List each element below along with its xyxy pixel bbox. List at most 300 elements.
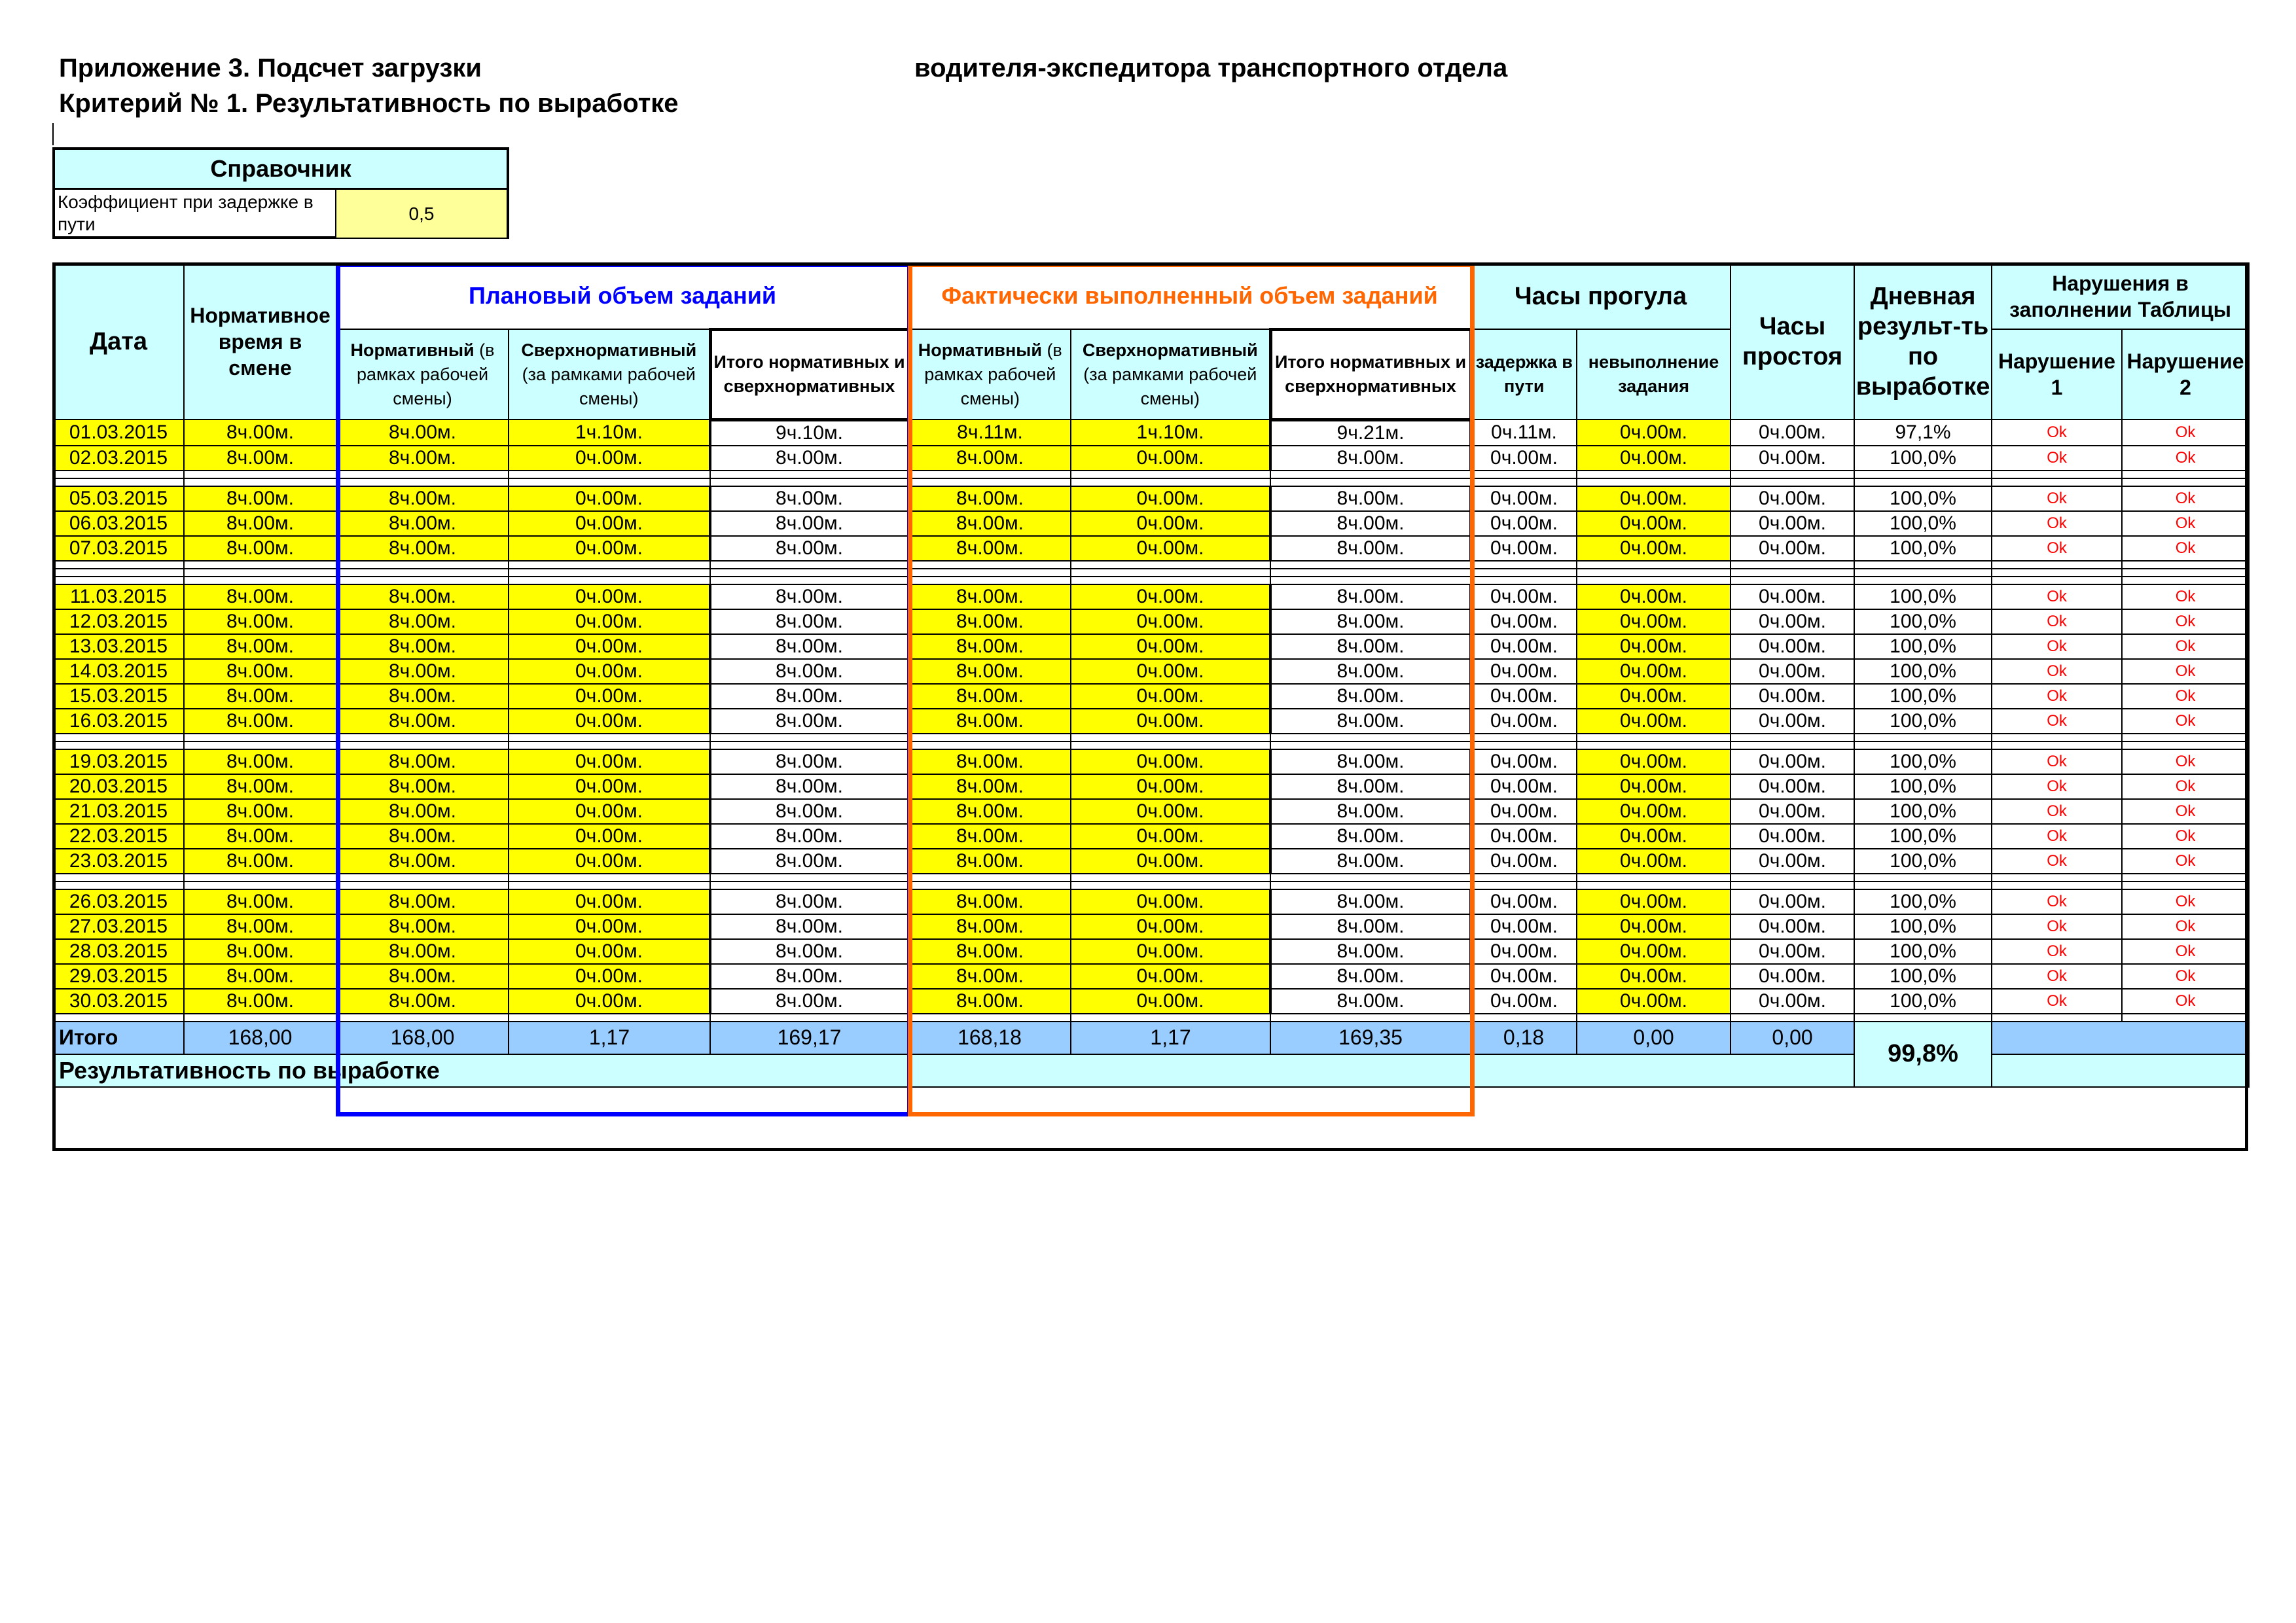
norm-time-cell[interactable]: 8ч.00м. <box>184 774 336 799</box>
empty-cell <box>1071 882 1270 889</box>
plan-over-cell[interactable]: 0ч.00м. <box>509 659 710 684</box>
table-row <box>53 799 2249 824</box>
empty-cell <box>53 1014 184 1022</box>
date-cell[interactable]: 21.03.2015 <box>53 799 184 824</box>
table-row <box>53 749 2249 774</box>
plan-normative-cell[interactable]: 8ч.00м. <box>336 849 509 874</box>
daily-result-cell: 100,0% <box>1854 989 1992 1014</box>
date-cell[interactable]: 06.03.2015 <box>53 511 184 536</box>
norm-time-cell[interactable]: 8ч.00м. <box>184 486 336 511</box>
date-cell[interactable]: 30.03.2015 <box>53 989 184 1014</box>
fact-total-cell: 8ч.00м. <box>1270 684 1471 709</box>
norm-time-cell[interactable]: 8ч.00м. <box>184 419 336 446</box>
plan-total-cell: 8ч.00м. <box>710 799 908 824</box>
plan-normative-cell[interactable]: 8ч.00м. <box>336 964 509 989</box>
fact-normative-cell[interactable]: 8ч.00м. <box>908 989 1071 1014</box>
fact-total-cell: 8ч.00м. <box>1270 989 1471 1014</box>
plan-over-cell[interactable]: 0ч.00м. <box>509 799 710 824</box>
fact-normative-cell[interactable]: 8ч.00м. <box>908 774 1071 799</box>
fact-total-cell: 8ч.00м. <box>1270 634 1471 659</box>
empty-row <box>53 569 2249 577</box>
plan-normative-cell[interactable]: 8ч.00м. <box>336 609 509 634</box>
plan-over-cell[interactable]: 0ч.00м. <box>509 511 710 536</box>
violation-1-cell: Ok <box>1992 659 2122 684</box>
empty-cell <box>1071 874 1270 882</box>
empty-row <box>53 577 2249 584</box>
plan-normative-cell[interactable]: 8ч.00м. <box>336 914 509 939</box>
plan-normative-cell[interactable]: 8ч.00м. <box>336 824 509 849</box>
empty-cell <box>336 561 509 569</box>
date-cell[interactable]: 13.03.2015 <box>53 634 184 659</box>
plan-normative-cell[interactable]: 8ч.00м. <box>336 709 509 734</box>
totals-norm-time: 168,00 <box>184 1022 336 1054</box>
plan-over-cell[interactable]: 0ч.00м. <box>509 914 710 939</box>
empty-cell <box>336 569 509 577</box>
non-fulfil-cell[interactable]: 0ч.00м. <box>1577 849 1731 874</box>
header-delay-text: задержка в пути <box>1475 352 1573 396</box>
violation-1-cell: Ok <box>1992 634 2122 659</box>
plan-over-cell[interactable]: 0ч.00м. <box>509 939 710 964</box>
violation-2-cell: Ok <box>2122 914 2249 939</box>
empty-cell <box>1577 471 1731 478</box>
fact-total-cell: 8ч.00м. <box>1270 709 1471 734</box>
violation-1-cell: Ok <box>1992 849 2122 874</box>
norm-time-cell[interactable]: 8ч.00м. <box>184 989 336 1014</box>
empty-cell <box>2122 734 2249 741</box>
non-fulfil-cell[interactable]: 0ч.00м. <box>1577 824 1731 849</box>
date-cell[interactable]: 01.03.2015 <box>53 419 184 446</box>
date-cell[interactable]: 29.03.2015 <box>53 964 184 989</box>
fact-normative-cell[interactable]: 8ч.00м. <box>908 824 1071 849</box>
plan-normative-cell[interactable]: 8ч.00м. <box>336 939 509 964</box>
empty-cell <box>1731 874 1854 882</box>
fact-normative-cell[interactable]: 8ч.00м. <box>908 799 1071 824</box>
plan-over-cell[interactable]: 0ч.00м. <box>509 486 710 511</box>
date-cell[interactable]: 07.03.2015 <box>53 536 184 561</box>
norm-time-cell[interactable]: 8ч.00м. <box>184 939 336 964</box>
totals-delay: 0,18 <box>1471 1022 1577 1054</box>
fact-normative-cell[interactable]: 8ч.00м. <box>908 511 1071 536</box>
fact-over-cell[interactable]: 0ч.00м. <box>1071 964 1270 989</box>
header-plan-normative <box>336 329 509 419</box>
empty-cell <box>908 577 1071 584</box>
idle-cell: 0ч.00м. <box>1731 684 1854 709</box>
non-fulfil-cell[interactable]: 0ч.00м. <box>1577 536 1731 561</box>
fact-normative-cell[interactable]: 8ч.00м. <box>908 709 1071 734</box>
plan-over-cell[interactable]: 0ч.00м. <box>509 536 710 561</box>
workload-table <box>52 262 2250 1088</box>
violation-1-cell: Ok <box>1992 609 2122 634</box>
norm-time-cell[interactable]: 8ч.00м. <box>184 511 336 536</box>
empty-cell <box>1071 577 1270 584</box>
violation-2-cell: Ok <box>2122 774 2249 799</box>
non-fulfil-cell[interactable]: 0ч.00м. <box>1577 939 1731 964</box>
plan-over-cell[interactable]: 0ч.00м. <box>509 749 710 774</box>
date-cell[interactable]: 27.03.2015 <box>53 914 184 939</box>
table-row <box>53 609 2249 634</box>
empty-cell <box>710 471 908 478</box>
non-fulfil-cell[interactable]: 0ч.00м. <box>1577 749 1731 774</box>
norm-time-cell[interactable]: 8ч.00м. <box>184 914 336 939</box>
empty-cell <box>1992 1014 2122 1022</box>
header-fact-total-text: Итого нормативных и сверхнормативных <box>1274 352 1467 396</box>
date-cell[interactable]: 16.03.2015 <box>53 709 184 734</box>
plan-total-cell: 8ч.00м. <box>710 584 908 609</box>
norm-time-cell[interactable]: 8ч.00м. <box>184 709 336 734</box>
empty-cell <box>1992 874 2122 882</box>
non-fulfil-cell[interactable]: 0ч.00м. <box>1577 419 1731 446</box>
fact-over-cell[interactable]: 0ч.00м. <box>1071 659 1270 684</box>
plan-over-cell[interactable]: 0ч.00м. <box>509 849 710 874</box>
violation-2-cell: Ok <box>2122 584 2249 609</box>
fact-total-cell: 8ч.00м. <box>1270 964 1471 989</box>
idle-cell: 0ч.00м. <box>1731 939 1854 964</box>
delay-cell: 0ч.00м. <box>1471 584 1577 609</box>
fact-total-cell: 8ч.00м. <box>1270 749 1471 774</box>
non-fulfil-cell[interactable]: 0ч.00м. <box>1577 609 1731 634</box>
empty-cell <box>1992 741 2122 749</box>
fact-normative-cell[interactable]: 8ч.00м. <box>908 914 1071 939</box>
violation-2-cell: Ok <box>2122 486 2249 511</box>
fact-total-cell: 8ч.00м. <box>1270 799 1471 824</box>
result-label: Результативность по выработке <box>53 1054 1854 1087</box>
fact-normative-cell[interactable]: 8ч.00м. <box>908 659 1071 684</box>
plan-total-cell: 8ч.00м. <box>710 536 908 561</box>
fact-normative-cell[interactable]: 8ч.00м. <box>908 684 1071 709</box>
norm-time-cell[interactable]: 8ч.00м. <box>184 584 336 609</box>
header-plan-group: Плановый объем заданий <box>336 263 908 329</box>
daily-result-cell: 100,0% <box>1854 849 1992 874</box>
non-fulfil-cell[interactable]: 0ч.00м. <box>1577 889 1731 914</box>
plan-normative-cell[interactable]: 8ч.00м. <box>336 584 509 609</box>
violation-2-cell: Ok <box>2122 849 2249 874</box>
date-cell[interactable]: 23.03.2015 <box>53 849 184 874</box>
non-fulfil-cell[interactable]: 0ч.00м. <box>1577 584 1731 609</box>
empty-cell <box>1854 874 1992 882</box>
violation-2-cell: Ok <box>2122 446 2249 471</box>
delay-cell: 0ч.00м. <box>1471 849 1577 874</box>
norm-time-cell[interactable]: 8ч.00м. <box>184 536 336 561</box>
fact-over-cell[interactable]: 0ч.00м. <box>1071 889 1270 914</box>
empty-cell <box>336 471 509 478</box>
header-plan-total-text: Итого нормативных и сверхнормативных <box>713 352 905 396</box>
header-fact-over-bold: Сверхнормативный <box>1082 340 1258 360</box>
empty-cell <box>53 874 184 882</box>
plan-total-cell: 8ч.00м. <box>710 824 908 849</box>
empty-cell <box>2122 471 2249 478</box>
plan-normative-cell[interactable]: 8ч.00м. <box>336 634 509 659</box>
empty-cell <box>1471 741 1577 749</box>
violation-1-cell: Ok <box>1992 989 2122 1014</box>
header-plan-total <box>710 329 908 419</box>
non-fulfil-cell[interactable]: 0ч.00м. <box>1577 709 1731 734</box>
table-row <box>53 889 2249 914</box>
non-fulfil-cell[interactable]: 0ч.00м. <box>1577 799 1731 824</box>
non-fulfil-cell[interactable]: 0ч.00м. <box>1577 684 1731 709</box>
empty-cell <box>1731 741 1854 749</box>
plan-normative-cell[interactable]: 8ч.00м. <box>336 799 509 824</box>
empty-cell <box>1854 734 1992 741</box>
title-criterion: Критерий № 1. Результативность по выработке <box>59 89 679 118</box>
violation-2-cell: Ok <box>2122 749 2249 774</box>
fact-normative-cell[interactable]: 8ч.00м. <box>908 536 1071 561</box>
fact-total-cell: 8ч.00м. <box>1270 889 1471 914</box>
non-fulfil-cell[interactable]: 0ч.00м. <box>1577 446 1731 471</box>
norm-time-cell[interactable]: 8ч.00м. <box>184 749 336 774</box>
plan-over-cell[interactable]: 0ч.00м. <box>509 684 710 709</box>
header-plan-over-rest: (за рамками рабочей смены) <box>522 364 696 408</box>
empty-cell <box>1577 569 1731 577</box>
fact-normative-cell[interactable]: 8ч.00м. <box>908 889 1071 914</box>
norm-time-cell[interactable]: 8ч.00м. <box>184 659 336 684</box>
fact-over-cell[interactable]: 0ч.00м. <box>1071 446 1270 471</box>
table-row <box>53 964 2249 989</box>
fact-total-cell: 8ч.00м. <box>1270 584 1471 609</box>
plan-over-cell[interactable]: 0ч.00м. <box>509 824 710 849</box>
total-result-percent: 99,8% <box>1854 1022 1992 1087</box>
fact-over-cell[interactable]: 0ч.00м. <box>1071 536 1270 561</box>
table-row <box>53 774 2249 799</box>
delay-cell: 0ч.00м. <box>1471 989 1577 1014</box>
plan-over-cell[interactable]: 0ч.00м. <box>509 446 710 471</box>
plan-over-cell[interactable]: 0ч.00м. <box>509 584 710 609</box>
fact-normative-cell[interactable]: 8ч.00м. <box>908 446 1071 471</box>
idle-cell: 0ч.00м. <box>1731 659 1854 684</box>
fact-over-cell[interactable]: 0ч.00м. <box>1071 584 1270 609</box>
idle-cell: 0ч.00м. <box>1731 774 1854 799</box>
fact-normative-cell[interactable]: 8ч.00м. <box>908 584 1071 609</box>
date-cell[interactable]: 14.03.2015 <box>53 659 184 684</box>
header-delay <box>1471 329 1577 419</box>
violation-2-cell: Ok <box>2122 824 2249 849</box>
plan-over-cell[interactable]: 0ч.00м. <box>509 709 710 734</box>
violation-1-cell: Ok <box>1992 799 2122 824</box>
non-fulfil-cell[interactable]: 0ч.00м. <box>1577 634 1731 659</box>
plan-normative-cell[interactable]: 8ч.00м. <box>336 419 509 446</box>
empty-cell <box>336 577 509 584</box>
fact-normative-cell[interactable]: 8ч.00м. <box>908 939 1071 964</box>
date-cell[interactable]: 26.03.2015 <box>53 889 184 914</box>
plan-over-cell[interactable]: 0ч.00м. <box>509 964 710 989</box>
empty-cell <box>710 734 908 741</box>
date-cell[interactable]: 20.03.2015 <box>53 774 184 799</box>
non-fulfil-cell[interactable]: 0ч.00м. <box>1577 914 1731 939</box>
empty-cell <box>1071 741 1270 749</box>
fact-over-cell[interactable]: 0ч.00м. <box>1071 709 1270 734</box>
fact-normative-cell[interactable]: 8ч.00м. <box>908 964 1071 989</box>
table-row <box>53 824 2249 849</box>
plan-over-cell[interactable]: 0ч.00м. <box>509 774 710 799</box>
plan-over-cell[interactable]: 0ч.00м. <box>509 609 710 634</box>
fact-total-cell: 9ч.21м. <box>1270 419 1471 446</box>
daily-result-cell: 100,0% <box>1854 939 1992 964</box>
fact-over-cell[interactable]: 0ч.00м. <box>1071 849 1270 874</box>
non-fulfil-cell[interactable]: 0ч.00м. <box>1577 511 1731 536</box>
plan-normative-cell[interactable]: 8ч.00м. <box>336 889 509 914</box>
empty-cell <box>509 874 710 882</box>
plan-normative-cell[interactable]: 8ч.00м. <box>336 774 509 799</box>
empty-cell <box>1992 569 2122 577</box>
delay-cell: 0ч.00м. <box>1471 609 1577 634</box>
norm-time-cell[interactable]: 8ч.00м. <box>184 889 336 914</box>
header-date: Дата <box>53 263 184 419</box>
empty-cell <box>53 561 184 569</box>
daily-result-cell: 97,1% <box>1854 419 1992 446</box>
empty-cell <box>2122 478 2249 486</box>
plan-total-cell: 8ч.00м. <box>710 774 908 799</box>
plan-total-cell: 8ч.00м. <box>710 889 908 914</box>
fact-normative-cell[interactable]: 8ч.11м. <box>908 419 1071 446</box>
fact-over-cell[interactable]: 0ч.00м. <box>1071 684 1270 709</box>
violation-1-cell: Ok <box>1992 511 2122 536</box>
plan-over-cell[interactable]: 0ч.00м. <box>509 889 710 914</box>
delay-cell: 0ч.00м. <box>1471 684 1577 709</box>
fact-normative-cell[interactable]: 8ч.00м. <box>908 486 1071 511</box>
fact-over-cell[interactable]: 0ч.00м. <box>1071 914 1270 939</box>
plan-normative-cell[interactable]: 8ч.00м. <box>336 989 509 1014</box>
fact-over-cell[interactable]: 0ч.00м. <box>1071 486 1270 511</box>
violation-1-cell: Ok <box>1992 419 2122 446</box>
plan-total-cell: 8ч.00м. <box>710 914 908 939</box>
date-cell[interactable]: 19.03.2015 <box>53 749 184 774</box>
fact-over-cell[interactable]: 0ч.00м. <box>1071 774 1270 799</box>
empty-cell <box>908 734 1071 741</box>
date-cell[interactable]: 15.03.2015 <box>53 684 184 709</box>
plan-total-cell: 8ч.00м. <box>710 609 908 634</box>
norm-time-cell[interactable]: 8ч.00м. <box>184 446 336 471</box>
norm-time-cell[interactable]: 8ч.00м. <box>184 964 336 989</box>
empty-cell <box>184 577 336 584</box>
fact-over-cell[interactable]: 0ч.00м. <box>1071 749 1270 774</box>
fact-normative-cell[interactable]: 8ч.00м. <box>908 749 1071 774</box>
norm-time-cell[interactable]: 8ч.00м. <box>184 609 336 634</box>
empty-cell <box>710 569 908 577</box>
fact-over-cell[interactable]: 0ч.00м. <box>1071 609 1270 634</box>
empty-cell <box>53 741 184 749</box>
fact-normative-cell[interactable]: 8ч.00м. <box>908 634 1071 659</box>
plan-normative-cell[interactable]: 8ч.00м. <box>336 684 509 709</box>
totals-fact-over: 1,17 <box>1071 1022 1270 1054</box>
plan-total-cell: 9ч.10м. <box>710 419 908 446</box>
empty-cell <box>710 478 908 486</box>
date-cell[interactable]: 22.03.2015 <box>53 824 184 849</box>
daily-result-cell: 100,0% <box>1854 584 1992 609</box>
norm-time-cell[interactable]: 8ч.00м. <box>184 634 336 659</box>
fact-total-cell: 8ч.00м. <box>1270 939 1471 964</box>
table-row <box>53 709 2249 734</box>
totals-idle: 0,00 <box>1731 1022 1854 1054</box>
norm-time-cell[interactable]: 8ч.00м. <box>184 799 336 824</box>
fact-over-cell[interactable]: 0ч.00м. <box>1071 939 1270 964</box>
fact-over-cell[interactable]: 0ч.00м. <box>1071 824 1270 849</box>
empty-cell <box>1577 741 1731 749</box>
empty-cell <box>1731 577 1854 584</box>
date-cell[interactable]: 28.03.2015 <box>53 939 184 964</box>
empty-cell <box>1071 478 1270 486</box>
empty-cell <box>1071 569 1270 577</box>
non-fulfil-cell[interactable]: 0ч.00м. <box>1577 486 1731 511</box>
cell-cursor <box>52 123 54 145</box>
fact-normative-cell[interactable]: 8ч.00м. <box>908 609 1071 634</box>
daily-result-cell: 100,0% <box>1854 824 1992 849</box>
fact-total-cell: 8ч.00м. <box>1270 446 1471 471</box>
empty-row <box>53 1014 2249 1022</box>
delay-cell: 0ч.00м. <box>1471 824 1577 849</box>
table-row <box>53 914 2249 939</box>
date-cell[interactable]: 02.03.2015 <box>53 446 184 471</box>
idle-cell: 0ч.00м. <box>1731 914 1854 939</box>
empty-cell <box>908 1014 1071 1022</box>
norm-time-cell[interactable]: 8ч.00м. <box>184 824 336 849</box>
plan-normative-cell[interactable]: 8ч.00м. <box>336 446 509 471</box>
violation-2-cell: Ok <box>2122 511 2249 536</box>
plan-over-cell[interactable]: 0ч.00м. <box>509 989 710 1014</box>
plan-normative-cell[interactable]: 8ч.00м. <box>336 486 509 511</box>
empty-cell <box>908 882 1071 889</box>
plan-over-cell[interactable]: 0ч.00м. <box>509 634 710 659</box>
norm-time-cell[interactable]: 8ч.00м. <box>184 849 336 874</box>
table-row <box>53 584 2249 609</box>
empty-cell <box>2122 882 2249 889</box>
plan-normative-cell[interactable]: 8ч.00м. <box>336 749 509 774</box>
empty-cell <box>1854 471 1992 478</box>
norm-time-cell[interactable]: 8ч.00м. <box>184 684 336 709</box>
fact-over-cell[interactable]: 0ч.00м. <box>1071 511 1270 536</box>
fact-over-cell[interactable]: 0ч.00м. <box>1071 634 1270 659</box>
plan-normative-cell[interactable]: 8ч.00м. <box>336 511 509 536</box>
empty-cell <box>1471 1014 1577 1022</box>
date-cell[interactable]: 12.03.2015 <box>53 609 184 634</box>
table-row <box>53 939 2249 964</box>
delay-cell: 0ч.11м. <box>1471 419 1577 446</box>
empty-cell <box>1577 577 1731 584</box>
idle-cell: 0ч.00м. <box>1731 446 1854 471</box>
non-fulfil-cell[interactable]: 0ч.00м. <box>1577 989 1731 1014</box>
delay-cell: 0ч.00м. <box>1471 511 1577 536</box>
empty-cell <box>184 734 336 741</box>
fact-total-cell: 8ч.00м. <box>1270 609 1471 634</box>
fact-over-cell[interactable]: 0ч.00м. <box>1071 799 1270 824</box>
table-row <box>53 536 2249 561</box>
empty-cell <box>1577 478 1731 486</box>
violation-1-cell: Ok <box>1992 584 2122 609</box>
empty-cell <box>710 874 908 882</box>
date-cell[interactable]: 11.03.2015 <box>53 584 184 609</box>
non-fulfil-cell[interactable]: 0ч.00м. <box>1577 774 1731 799</box>
empty-cell <box>184 874 336 882</box>
table-row <box>53 849 2249 874</box>
empty-cell <box>1992 577 2122 584</box>
daily-result-cell: 100,0% <box>1854 964 1992 989</box>
plan-normative-cell[interactable]: 8ч.00м. <box>336 659 509 684</box>
plan-over-cell[interactable]: 1ч.10м. <box>509 419 710 446</box>
fact-over-cell[interactable]: 1ч.10м. <box>1071 419 1270 446</box>
delay-coefficient-value[interactable]: 0,5 <box>336 190 507 238</box>
header-plan-over-bold: Сверхнормативный <box>521 340 697 360</box>
totals-violations <box>1992 1022 2249 1054</box>
empty-cell <box>184 561 336 569</box>
header-violations-group: Нарушения в заполнении Таблицы <box>1992 263 2249 329</box>
fact-normative-cell[interactable]: 8ч.00м. <box>908 849 1071 874</box>
delay-cell: 0ч.00м. <box>1471 536 1577 561</box>
fact-over-cell[interactable]: 0ч.00м. <box>1071 989 1270 1014</box>
non-fulfil-cell[interactable]: 0ч.00м. <box>1577 964 1731 989</box>
plan-normative-cell[interactable]: 8ч.00м. <box>336 536 509 561</box>
non-fulfil-cell[interactable]: 0ч.00м. <box>1577 659 1731 684</box>
date-cell[interactable]: 05.03.2015 <box>53 486 184 511</box>
delay-cell: 0ч.00м. <box>1471 659 1577 684</box>
table-body <box>53 419 2249 1022</box>
